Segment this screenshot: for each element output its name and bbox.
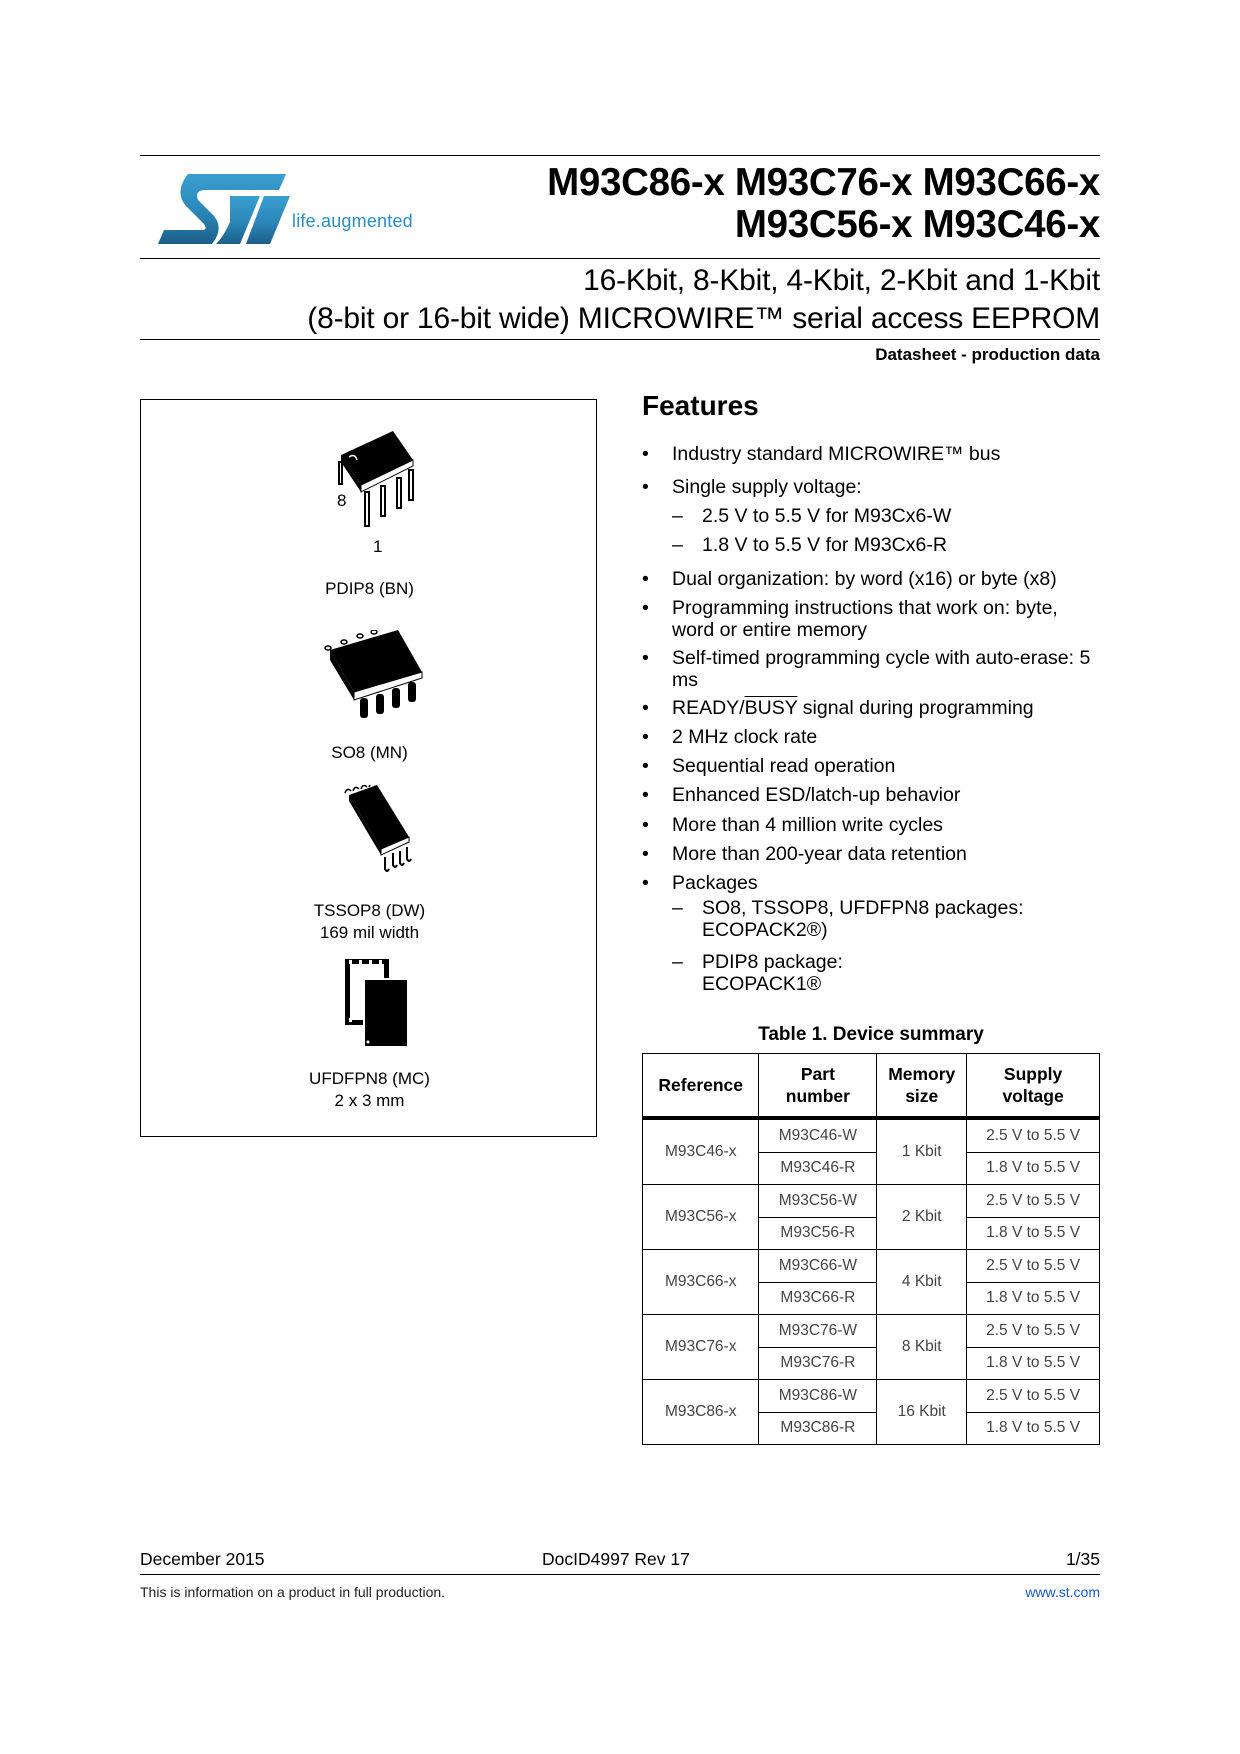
table-row: M93C46-x M93C46-W 1 Kbit 2.5 V to 5.5 V bbox=[643, 1118, 1100, 1152]
document-subtitle bbox=[307, 262, 1100, 338]
tssop8-package-icon bbox=[343, 785, 415, 875]
table-caption: Table 1. Device summary bbox=[758, 1024, 984, 1045]
table-row: M93C66-R 1.8 V to 5.5 V bbox=[643, 1282, 1100, 1315]
footer-doc-id: DocID4997 Rev 17 bbox=[542, 1549, 690, 1569]
package-label-pdip8: PDIP8 (BN) bbox=[325, 579, 414, 598]
table-header-row bbox=[643, 1054, 1100, 1119]
header-part-number: Part number bbox=[759, 1054, 877, 1119]
footer-rule bbox=[140, 1574, 1100, 1575]
features-heading: Features bbox=[642, 390, 759, 421]
header-reference: Reference bbox=[643, 1054, 759, 1119]
table-row: M93C46-R 1.8 V to 5.5 V bbox=[643, 1152, 1100, 1185]
ufdfpn8-detail: 2 x 3 mm bbox=[334, 1091, 405, 1110]
package-label-tssop8 bbox=[141, 900, 598, 944]
header-supply-voltage: Supply voltage bbox=[967, 1054, 1100, 1119]
header-memory-size: Memory size bbox=[877, 1054, 967, 1119]
table-row: M93C66-x M93C66-W 4 Kbit 2.5 V to 5.5 V bbox=[643, 1250, 1100, 1283]
pin-8-label: 8 bbox=[337, 491, 347, 510]
table-row: M93C76-x M93C76-W 8 Kbit 2.5 V to 5.5 V bbox=[643, 1315, 1100, 1348]
header-bottom-rule bbox=[140, 339, 1100, 340]
header-top-rule bbox=[140, 155, 1100, 156]
footer-page-number: 1/35 bbox=[1065, 1549, 1100, 1569]
ufdfpn8-package-icon bbox=[344, 958, 410, 1048]
logo-tagline: life.augmented bbox=[292, 211, 413, 231]
ufdfpn8-name: UFDFPN8 (MC) bbox=[309, 1069, 430, 1088]
title-line-2: M93C56-x M93C46-x bbox=[734, 203, 1100, 246]
table-row: M93C86-R 1.8 V to 5.5 V bbox=[643, 1412, 1100, 1445]
subtitle-line-1: 16-Kbit, 8-Kbit, 4-Kbit, 2-Kbit and 1-Kbit bbox=[583, 264, 1100, 297]
packages-panel bbox=[140, 399, 597, 1137]
doc-type-label: Datasheet - production data bbox=[875, 345, 1100, 364]
pdip8-package-icon bbox=[337, 430, 417, 530]
tssop8-detail: 169 mil width bbox=[319, 923, 420, 942]
subtitle-line-2: (8-bit or 16-bit wide) MICROWIRE™ serial access EEPROM bbox=[307, 302, 1100, 335]
table-row: M93C56-x M93C56-W 2 Kbit 2.5 V to 5.5 V bbox=[643, 1185, 1100, 1218]
pin-1-label: 1 bbox=[373, 537, 383, 556]
package-label-ufdfpn8 bbox=[141, 1068, 598, 1112]
title-line-1: M93C86-x M93C76-x M93C66-x bbox=[547, 161, 1100, 204]
footer-date: December 2015 bbox=[140, 1549, 265, 1569]
footer-notice: This is information on a product in full production. bbox=[140, 1584, 446, 1600]
document-title bbox=[547, 162, 1100, 246]
header-mid-rule bbox=[140, 258, 1100, 259]
package-label-so8: SO8 (MN) bbox=[331, 743, 408, 762]
so8-package-icon bbox=[322, 630, 428, 722]
table-row: M93C56-R 1.8 V to 5.5 V bbox=[643, 1217, 1100, 1250]
table-row: M93C76-R 1.8 V to 5.5 V bbox=[643, 1347, 1100, 1380]
device-summary-table bbox=[642, 1053, 1100, 1445]
st-logo-icon bbox=[158, 172, 300, 244]
tssop8-name: TSSOP8 (DW) bbox=[313, 901, 426, 920]
website-link[interactable]: www.st.com bbox=[1025, 1584, 1100, 1600]
table-row: M93C86-x M93C86-W 16 Kbit 2.5 V to 5.5 V bbox=[643, 1380, 1100, 1413]
